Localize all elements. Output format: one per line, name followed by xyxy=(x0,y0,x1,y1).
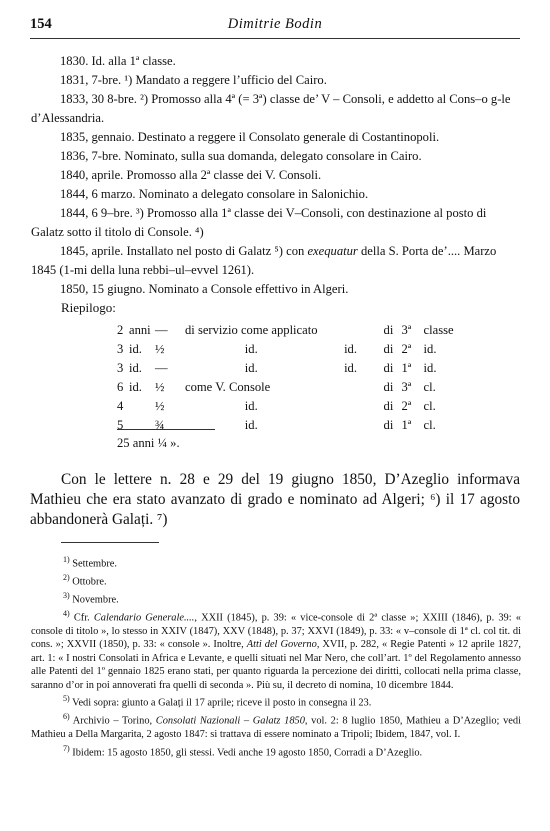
body-paragraph: Con le lettere n. 28 e 29 del 19 giugno 1850, D’Azeglio informava Mathieu che era stato avanzato di grado e nominato ad Algeri; ⁶) il 17 agosto abbandonerà Galați. ⁷) xyxy=(30,471,520,528)
chronology-entry: 1830. Id. alla 1ª classe. xyxy=(60,54,176,68)
summary-cell: 1ª xyxy=(401,361,412,375)
footnote xyxy=(31,710,521,741)
summary-cell xyxy=(129,397,155,416)
footnote-number: 5) xyxy=(63,694,70,704)
footnote-italic-text: Consolati Nazionali – Galatz 1850 xyxy=(155,715,305,727)
footnote xyxy=(31,692,521,710)
chronology-entry xyxy=(31,242,519,280)
chronology-entry: 1844, 6 9–bre. ³) Promosso alla 1ª classe dei V–Consoli, con destinazione al posto di Galatz sotto il titolo di Console. ⁴) xyxy=(31,206,487,239)
summary-row xyxy=(117,321,462,340)
footnote-text: Ibidem: 15 agosto 1850, gli stessi. Vedi anche 19 agosto 1850, Corradi a D’Azeglio. xyxy=(72,747,423,759)
footnote xyxy=(31,607,521,692)
summary-cell: — xyxy=(155,361,168,375)
summary-cell: — xyxy=(155,323,168,337)
summary-cell: 3ª xyxy=(401,323,412,337)
summary-cell: 3 xyxy=(117,342,124,356)
footnote xyxy=(31,571,521,589)
footnote-text: , vol. 2: 8 luglio 1850, Mathieu a D’Azeglio; vedi Mathieu a Della Margarita, 2 agosto 1847: si trattava di essere nominato a Tripoli; Ibidem, 1847, vol. I. xyxy=(31,715,521,741)
summary-cell: id. xyxy=(129,380,142,394)
summary-cell: id. xyxy=(244,399,258,413)
running-title: Dimitrie Bodin xyxy=(227,16,323,32)
summary-table xyxy=(117,321,462,435)
summary-cell: id. xyxy=(423,342,437,356)
summary-cell xyxy=(129,416,155,435)
footnote-text: Vedi sopra: giunto a Galați il 17 aprile; riceve il posto in consegna il 23. xyxy=(72,697,372,709)
summary-cell: 1ª xyxy=(401,418,412,432)
summary-total-rule xyxy=(117,429,215,430)
footnote-text: Archivio – Torino, xyxy=(72,715,156,727)
footnote xyxy=(31,589,521,607)
summary-cell: id. xyxy=(244,342,258,356)
footnote xyxy=(31,742,521,760)
summary-cell: 2ª xyxy=(401,399,412,413)
summary-cell: di xyxy=(383,323,394,337)
summary-cell xyxy=(318,321,384,340)
chronology xyxy=(31,52,519,299)
summary-cell: 2ª xyxy=(401,342,412,356)
summary-cell xyxy=(318,378,384,397)
chronology-entry: 1844, 6 marzo. Nominato a delegato consolare in Salonichio. xyxy=(60,187,369,201)
summary-cell: anni xyxy=(129,323,151,337)
entry-text: della S. Porta de’.... Marzo 1845 (1-mi della luna rebbi–ul–evvel 1261). xyxy=(31,244,497,277)
summary-row xyxy=(117,340,462,359)
summary-cell: 3ª xyxy=(401,380,412,394)
summary-cell xyxy=(318,416,384,435)
summary-cell: id. xyxy=(129,361,142,375)
summary-cell: ½ xyxy=(155,342,165,356)
summary-cell: ¾ xyxy=(155,418,165,432)
summary-cell: id. xyxy=(344,361,358,375)
summary-cell: 3 xyxy=(117,361,124,375)
footnote-number: 1) xyxy=(63,555,70,564)
footnote-rule xyxy=(61,542,159,543)
summary-cell: ½ xyxy=(155,399,165,413)
footnote-italic-text: Atti del Governo xyxy=(246,639,317,651)
footnote-number: 7) xyxy=(63,743,70,753)
summary-cell: id. xyxy=(423,361,437,375)
summary-cell: di xyxy=(383,399,394,413)
footnote-text: Ottobre. xyxy=(72,576,107,588)
footnote-text: , XVII, p. 282, « Regie Patenti » 12 aprile 1827, art. 1: « I nostri Consolati in Africa e Levante, e quelli situati nel Mar Nero, che coll’art. 1º del Regolamento annesso alle Patenti del 1º gennaio 1825 erano stati, per quanto riguarda la percezione dei diritti, collocati nella prima classe, saranno d’or in poi annoverati fra quelli di seconda ». Più su, il decreto di nomina, 10 dicembre 1844. xyxy=(31,639,521,691)
footnote-number: 4) xyxy=(63,608,70,618)
summary-cell: id. xyxy=(344,342,358,356)
chronology-entry: 1831, 7-bre. ¹) Mandato a reggere l’ufficio del Cairo. xyxy=(60,73,327,87)
chronology-entry: 1836, 7-bre. Nominato, sulla sua domanda, delegato consolare in Cairo. xyxy=(60,149,422,163)
chronology-entry: 1850, 15 giugno. Nominato a Console effettivo in Algeri. xyxy=(60,282,349,296)
footnote-text: Settembre. xyxy=(72,558,118,570)
footnote xyxy=(31,553,521,571)
footnote-italic-text: Calendario Generale.... xyxy=(93,612,195,624)
summary-cell: cl. xyxy=(423,418,436,432)
summary-cell: 2 xyxy=(117,323,124,337)
summary-row xyxy=(117,378,462,397)
summary-cell: di servizio come applicato xyxy=(185,323,318,337)
entry-italic-text: exequatur xyxy=(307,244,358,258)
footnote-text: Cfr. xyxy=(73,612,94,624)
summary-cell: cl. xyxy=(423,399,436,413)
footnote-text: Novembre. xyxy=(72,594,119,606)
summary-cell: di xyxy=(383,418,394,432)
summary-row xyxy=(117,397,462,416)
summary-heading: Riepilogo: xyxy=(61,300,116,315)
summary-total: 25 anni ¼ ». xyxy=(117,436,180,450)
summary-cell: id. xyxy=(244,418,258,432)
chronology-entry: 1833, 30 8-bre. ²) Promosso alla 4ª (= 3ª) classe de’ V – Consoli, e addetto al Cons–o g-le d’Alessandria. xyxy=(31,92,511,125)
summary-row xyxy=(117,359,462,378)
footnotes xyxy=(31,553,521,760)
footnote-number: 6) xyxy=(63,712,70,722)
summary-cell: 6 xyxy=(117,380,124,394)
page-number: 154 xyxy=(30,16,52,32)
footnote-text: , XXII (1845), p. 39: « vice-console di 2ª classe »; XXIII (1846), p. 39: « console di titolo », lo stesso in XXIV (1847), XXV (1848), p. 37; XXVI (1849), p. 33: « v–console di 1ª cl. col tit. di cons. »; XXVII (1850), p. 33: « console ». Inoltre, xyxy=(31,612,521,651)
summary-cell: 5 xyxy=(117,418,124,432)
summary-cell: 4 xyxy=(117,399,124,413)
summary-cell: di xyxy=(383,380,394,394)
footnote-number: 2) xyxy=(63,572,70,582)
header-rule xyxy=(30,38,520,39)
summary-cell: come V. Console xyxy=(185,380,271,394)
chronology-entry: 1835, gennaio. Destinato a reggere il Consolato generale di Costantinopoli. xyxy=(60,130,440,144)
summary-cell: id. xyxy=(129,342,142,356)
summary-cell: di xyxy=(383,342,394,356)
summary-cell: id. xyxy=(244,361,258,375)
footnote-number: 3) xyxy=(63,590,70,600)
summary-cell: ½ xyxy=(155,380,165,394)
summary-cell: di xyxy=(383,361,394,375)
entry-text: 1845, aprile. Installato nel posto di Galatz ⁵) con xyxy=(60,244,308,258)
chronology-entry: 1840, aprile. Promosso alla 2ª classe dei V. Consoli. xyxy=(60,168,322,182)
running-header xyxy=(30,16,520,38)
summary-cell xyxy=(318,397,384,416)
summary-row xyxy=(117,416,462,435)
summary-cell: cl. xyxy=(423,380,436,394)
summary-cell: classe xyxy=(423,323,454,337)
